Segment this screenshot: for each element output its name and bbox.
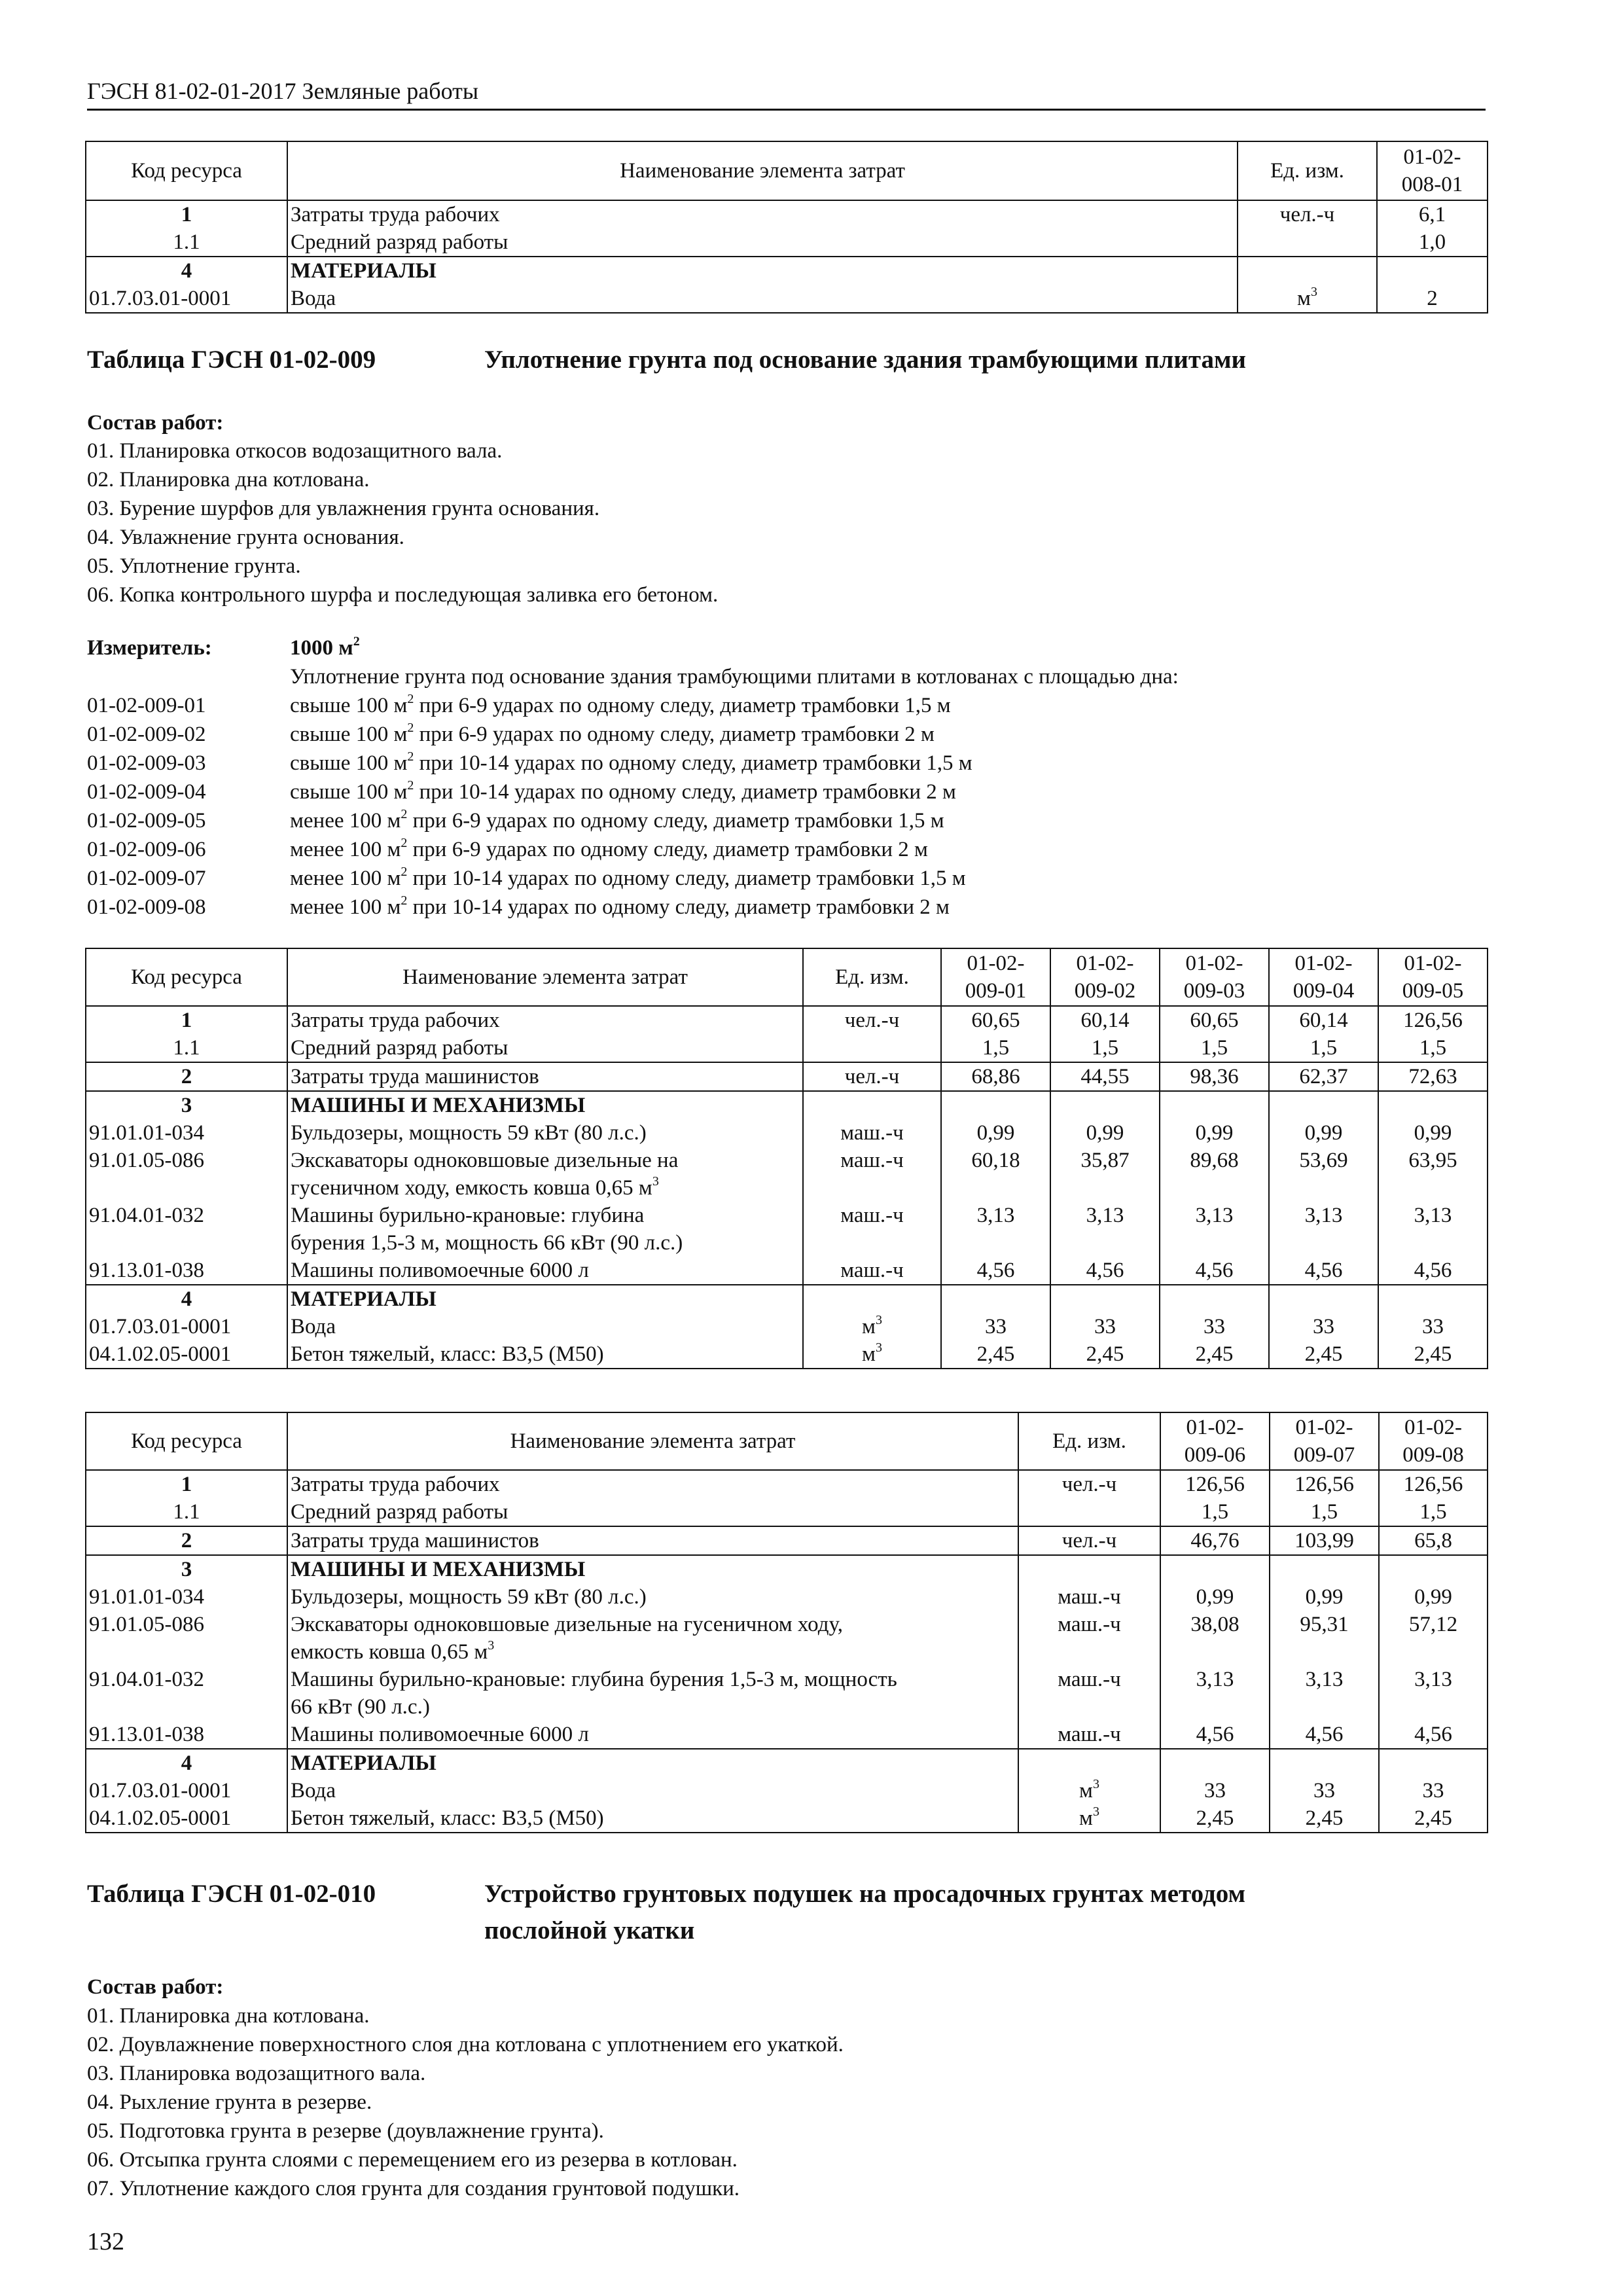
col-header-norm: 01-02- 009-02 — [1050, 948, 1160, 1006]
row-value: 2,45 — [1379, 1804, 1488, 1833]
row-code: 1 — [86, 1470, 287, 1498]
row-value: 1,5 — [1269, 1034, 1378, 1062]
col-header-norm: 01-02- 009-01 — [941, 948, 1050, 1006]
row-value: 53,69 — [1269, 1147, 1378, 1202]
col-header-name: Наименование элемента затрат — [287, 1412, 1018, 1470]
row-unit: $м^3$ — [1018, 1777, 1160, 1804]
row-value: 4,56 — [1378, 1257, 1488, 1285]
row-value: 4,56 — [1379, 1721, 1488, 1749]
table-row — [86, 1313, 1488, 1340]
row-unit: чел.-ч — [803, 1006, 941, 1034]
row-unit — [803, 1034, 941, 1062]
row-unit: маш.-ч — [803, 1202, 941, 1257]
col-header-code: Код ресурса — [86, 141, 287, 200]
list-item: 01-02-009-06 менее 100 $м^2$ при 6-9 ударах по одному следу, диаметр трамбовки 2 м — [87, 836, 928, 861]
row-value: 2,45 — [1270, 1804, 1379, 1833]
row-value: 126,56 — [1270, 1470, 1379, 1498]
list-item: 06. Отсыпка грунта слоями с перемещением его из резерва в котлован. — [87, 2148, 738, 2172]
list-item: 05. Подготовка грунта в резерве (доувлажнение грунта). — [87, 2119, 604, 2143]
row-value: 2,45 — [1378, 1340, 1488, 1369]
row-name: Бетон тяжелый, класс: В3,5 (М50) — [287, 1340, 803, 1369]
table-01-02-008-tail — [85, 141, 1488, 314]
page-number: 132 — [87, 2228, 124, 2255]
col-header-norm: 01-02- 009-03 — [1160, 948, 1269, 1006]
row-unit: $м^3$ — [803, 1340, 941, 1369]
row-value: 98,36 — [1160, 1062, 1269, 1091]
row-value: 4,56 — [941, 1257, 1050, 1285]
row-unit: чел.-ч — [1238, 200, 1377, 228]
row-value: 33 — [1379, 1777, 1488, 1804]
table-title-name: Уплотнение грунта под основание здания трамбующими плитами — [484, 346, 1247, 374]
row-name: Экскаваторы одноковшовые дизельные на гусеничном ходу, емкость ковша 0,65 $м^3$ — [287, 1147, 803, 1202]
table-01-02-009-a — [85, 948, 1488, 1369]
works-heading: Состав работ: — [87, 1975, 224, 1999]
row-value: 4,56 — [1160, 1721, 1270, 1749]
list-item: 02. Планировка дна котлована. — [87, 468, 370, 492]
row-value: 57,12 — [1379, 1611, 1488, 1666]
table-row — [86, 1147, 1488, 1202]
row-name: Средний разряд работы — [287, 228, 1238, 257]
row-unit: маш.-ч — [803, 1119, 941, 1147]
row-value: 0,99 — [1270, 1583, 1379, 1611]
row-unit: маш.-ч — [803, 1147, 941, 1202]
list-item: 01-02-009-01 свыше 100 $м^2$ при 6-9 ударах по одному следу, диаметр трамбовки 1,5 м — [87, 692, 951, 717]
table-row — [86, 1666, 1488, 1721]
row-value: 0,99 — [941, 1119, 1050, 1147]
list-item: 01-02-009-04 свыше 100 $м^2$ при 10-14 ударах по одному следу, диаметр трамбовки 2 м — [87, 778, 956, 804]
row-unit: маш.-ч — [1018, 1611, 1160, 1666]
row-value: 3,13 — [1050, 1202, 1160, 1257]
row-value: 4,56 — [1269, 1257, 1378, 1285]
row-unit: $м^3$ — [1238, 285, 1377, 313]
row-code: 01.7.03.01-0001 — [86, 1777, 287, 1804]
row-value: 44,55 — [1050, 1062, 1160, 1091]
row-value: 60,65 — [941, 1006, 1050, 1034]
col-header-norm: 01-02- 009-07 — [1270, 1412, 1379, 1470]
row-unit: маш.-ч — [1018, 1583, 1160, 1611]
row-value — [1160, 1749, 1270, 1777]
row-value — [1378, 1285, 1488, 1313]
row-value: 4,56 — [1270, 1721, 1379, 1749]
row-value: 4,56 — [1050, 1257, 1160, 1285]
table-row — [86, 1777, 1488, 1804]
row-value: 2,45 — [1160, 1804, 1270, 1833]
table-header-row — [86, 1412, 1488, 1470]
col-header-unit: Ед. изм. — [803, 948, 941, 1006]
table-row — [86, 285, 1488, 313]
table-row — [86, 257, 1488, 285]
row-value: 60,14 — [1269, 1006, 1378, 1034]
row-value — [1160, 1091, 1269, 1119]
meter-block — [87, 634, 1179, 922]
row-value: 3,13 — [1270, 1666, 1379, 1721]
table-title-name: Устройство грунтовых подушек на просадочных грунтах методом послойной укатки — [484, 1880, 1246, 1945]
table-header-row — [86, 948, 1488, 1006]
row-unit: маш.-ч — [1018, 1666, 1160, 1721]
table-01-02-009-b — [85, 1412, 1488, 1833]
row-value — [1160, 1285, 1269, 1313]
row-name: Экскаваторы одноковшовые дизельные на гусеничном ходу, емкость ковша 0,65 $м^3$ — [287, 1611, 1018, 1666]
row-code: 1.1 — [86, 1034, 287, 1062]
row-value: 0,99 — [1050, 1119, 1160, 1147]
row-name: Машины бурильно-крановые: глубина бурения 1,5-3 м, мощность 66 кВт (90 л.с.) — [287, 1666, 1018, 1721]
row-value: 0,99 — [1160, 1583, 1270, 1611]
row-name: Бульдозеры, мощность 59 кВт (80 л.с.) — [287, 1583, 1018, 1611]
row-value — [1269, 1091, 1378, 1119]
list-item: 01. Планировка дна котлована. — [87, 2004, 370, 2028]
row-code: 91.13.01-038 — [86, 1721, 287, 1749]
meter-value: 1000 $м^2$ — [290, 634, 360, 660]
row-unit — [1238, 228, 1377, 257]
row-value — [941, 1091, 1050, 1119]
list-item: 04. Рыхление грунта в резерве. — [87, 2090, 372, 2114]
row-value: 68,86 — [941, 1062, 1050, 1091]
list-item: 05. Уплотнение грунта. — [87, 554, 301, 578]
col-header-norm: 01-02- 009-08 — [1379, 1412, 1488, 1470]
col-header-norm: 01-02- 009-06 — [1160, 1412, 1270, 1470]
table-row — [86, 1498, 1488, 1526]
row-value: 1,5 — [1378, 1034, 1488, 1062]
row-value — [1379, 1555, 1488, 1583]
table-row — [86, 1470, 1488, 1498]
row-code: 1.1 — [86, 1498, 287, 1526]
row-value: 33 — [1160, 1777, 1270, 1804]
table-row — [86, 1583, 1488, 1611]
row-name: Затраты труда машинистов — [287, 1062, 803, 1091]
row-unit — [803, 1285, 941, 1313]
row-code: 91.01.01-034 — [86, 1583, 287, 1611]
row-name: МАШИНЫ И МЕХАНИЗМЫ — [287, 1091, 803, 1119]
table-row — [86, 1804, 1488, 1833]
row-value: 33 — [1269, 1313, 1378, 1340]
row-value: 65,8 — [1379, 1526, 1488, 1555]
row-value: 1,5 — [1160, 1034, 1269, 1062]
col-header-norm: 01-02- 008-01 — [1377, 141, 1488, 200]
row-code: 2 — [86, 1062, 287, 1091]
table-row — [86, 1257, 1488, 1285]
table-row — [86, 200, 1488, 228]
row-value: 33 — [1378, 1313, 1488, 1340]
row-unit: маш.-ч — [1018, 1721, 1160, 1749]
row-code: 1.1 — [86, 228, 287, 257]
row-value: 60,14 — [1050, 1006, 1160, 1034]
works-heading: Состав работ: — [87, 411, 224, 435]
table-row — [86, 1340, 1488, 1369]
row-unit: маш.-ч — [803, 1257, 941, 1285]
table-header-row — [86, 141, 1488, 200]
row-value: 3,13 — [1379, 1666, 1488, 1721]
row-value — [941, 1285, 1050, 1313]
row-name: МАТЕРИАЛЫ — [287, 1285, 803, 1313]
row-value: 2 — [1377, 285, 1488, 313]
row-name: Затраты труда машинистов — [287, 1526, 1018, 1555]
row-code: 01.7.03.01-0001 — [86, 285, 287, 313]
row-unit — [1018, 1749, 1160, 1777]
row-unit: $м^3$ — [803, 1313, 941, 1340]
row-value: 126,56 — [1160, 1470, 1270, 1498]
list-item: 04. Увлажнение грунта основания. — [87, 526, 404, 549]
row-value — [1379, 1749, 1488, 1777]
row-name: МАТЕРИАЛЫ — [287, 1749, 1018, 1777]
table-row — [86, 1034, 1488, 1062]
row-name: МАШИНЫ И МЕХАНИЗМЫ — [287, 1555, 1018, 1583]
row-code: 3 — [86, 1555, 287, 1583]
row-name: Вода — [287, 1313, 803, 1340]
meter-intro: Уплотнение грунта под основание здания трамбующими плитами в котлованах с площадью дна: — [290, 665, 1179, 689]
list-item: 03. Планировка водозащитного вала. — [87, 2062, 426, 2085]
row-code: 91.01.01-034 — [86, 1119, 287, 1147]
row-code: 04.1.02.05-0001 — [86, 1340, 287, 1369]
row-name: Средний разряд работы — [287, 1034, 803, 1062]
row-value: 33 — [1050, 1313, 1160, 1340]
row-value: 1,0 — [1377, 228, 1488, 257]
table-row — [86, 1555, 1488, 1583]
row-name: Затраты труда рабочих — [287, 1470, 1018, 1498]
row-value: 46,76 — [1160, 1526, 1270, 1555]
row-value: 103,99 — [1270, 1526, 1379, 1555]
row-name: Вода — [287, 285, 1238, 313]
list-item: 01-02-009-02 свыше 100 $м^2$ при 6-9 ударах по одному следу, диаметр трамбовки 2 м — [87, 721, 935, 746]
table-row — [86, 1091, 1488, 1119]
row-value: 0,99 — [1160, 1119, 1269, 1147]
table-title-code: Таблица ГЭСН 01-02-009 — [87, 346, 376, 374]
meter-label: Измеритель: — [87, 636, 212, 660]
row-value: 33 — [941, 1313, 1050, 1340]
row-value: 3,13 — [1160, 1202, 1269, 1257]
row-name: Бетон тяжелый, класс: В3,5 (М50) — [287, 1804, 1018, 1833]
table-row — [86, 1062, 1488, 1091]
row-name: Затраты труда рабочих — [287, 1006, 803, 1034]
table-row — [86, 228, 1488, 257]
row-code: 4 — [86, 1285, 287, 1313]
table-row — [86, 1611, 1488, 1666]
list-item: 03. Бурение шурфов для увлажнения грунта основания. — [87, 497, 600, 520]
row-value: 89,68 — [1160, 1147, 1269, 1202]
row-value: 3,13 — [941, 1202, 1050, 1257]
list-item: 01-02-009-08 менее 100 $м^2$ при 10-14 ударах по одному следу, диаметр трамбовки 2 м — [87, 893, 950, 919]
col-header-code: Код ресурса — [86, 1412, 287, 1470]
row-code: 91.04.01-032 — [86, 1202, 287, 1257]
row-name: Машины поливомоечные 6000 л — [287, 1257, 803, 1285]
list-item: 01-02-009-03 свыше 100 $м^2$ при 10-14 ударах по одному следу, диаметр трамбовки 1,5 м — [87, 749, 972, 775]
row-value: 95,31 — [1270, 1611, 1379, 1666]
works-list — [87, 437, 718, 609]
col-header-code: Код ресурса — [86, 948, 287, 1006]
row-value: 33 — [1160, 1313, 1269, 1340]
row-value — [1270, 1749, 1379, 1777]
row-value: 0,99 — [1379, 1583, 1488, 1611]
row-value: 35,87 — [1050, 1147, 1160, 1202]
row-code: 1 — [86, 1006, 287, 1034]
row-value — [1269, 1285, 1378, 1313]
row-value: 60,18 — [941, 1147, 1050, 1202]
row-value: 1,5 — [1379, 1498, 1488, 1526]
row-value: 62,37 — [1269, 1062, 1378, 1091]
row-value: 3,13 — [1160, 1666, 1270, 1721]
row-value: 126,56 — [1379, 1470, 1488, 1498]
row-value: 60,65 — [1160, 1006, 1269, 1034]
list-item: 06. Копка контрольного шурфа и последующая заливка его бетоном. — [87, 583, 719, 607]
row-name: Бульдозеры, мощность 59 кВт (80 л.с.) — [287, 1119, 803, 1147]
row-value: 3,13 — [1269, 1202, 1378, 1257]
row-name: Затраты труда рабочих — [287, 200, 1238, 228]
row-value: 38,08 — [1160, 1611, 1270, 1666]
table-body — [86, 1470, 1488, 1833]
col-header-norm: 01-02- 009-04 — [1269, 948, 1378, 1006]
col-header-unit: Ед. изм. — [1018, 1412, 1160, 1470]
row-value — [1050, 1285, 1160, 1313]
row-value — [1378, 1091, 1488, 1119]
row-name: Машины бурильно-крановые: глубина бурения 1,5-3 м, мощность 66 кВт (90 л.с.) — [287, 1202, 803, 1257]
row-code: 4 — [86, 257, 287, 285]
row-code: 91.01.05-086 — [86, 1611, 287, 1666]
row-value: 4,56 — [1160, 1257, 1269, 1285]
row-value: 33 — [1270, 1777, 1379, 1804]
list-item: 01. Планировка откосов водозащитного вала. — [87, 439, 503, 463]
row-value — [1377, 257, 1488, 285]
row-value: 1,5 — [1160, 1498, 1270, 1526]
row-code: 1 — [86, 200, 287, 228]
row-value: 1,5 — [1270, 1498, 1379, 1526]
row-unit: $м^3$ — [1018, 1804, 1160, 1833]
works-list — [87, 2001, 844, 2203]
row-code: 3 — [86, 1091, 287, 1119]
table-title-01-02-009 — [87, 342, 1466, 378]
row-code: 2 — [86, 1526, 287, 1555]
row-unit: чел.-ч — [1018, 1470, 1160, 1498]
running-header: ГЭСН 81-02-01-2017 Земляные работы — [87, 78, 479, 104]
list-item: 07. Уплотнение каждого слоя грунта для создания грунтовой подушки. — [87, 2177, 740, 2200]
col-header-name: Наименование элемента затрат — [287, 141, 1238, 200]
row-value — [1050, 1091, 1160, 1119]
row-code: 4 — [86, 1749, 287, 1777]
row-code: 91.04.01-032 — [86, 1666, 287, 1721]
table-title-code: Таблица ГЭСН 01-02-010 — [87, 1880, 376, 1908]
row-name: Вода — [287, 1777, 1018, 1804]
row-value — [1160, 1555, 1270, 1583]
list-item: 01-02-009-05 менее 100 $м^2$ при 6-9 ударах по одному следу, диаметр трамбовки 1,5 м — [87, 807, 944, 833]
row-unit — [803, 1091, 941, 1119]
table-row — [86, 1285, 1488, 1313]
row-value: 2,45 — [941, 1340, 1050, 1369]
row-value: 2,45 — [1050, 1340, 1160, 1369]
row-code: 91.13.01-038 — [86, 1257, 287, 1285]
row-name: МАТЕРИАЛЫ — [287, 257, 1238, 285]
row-value: 126,56 — [1378, 1006, 1488, 1034]
list-item: 02. Доувлажнение поверхностного слоя дна котлована с уплотнением его укаткой. — [87, 2033, 844, 2056]
col-header-unit: Ед. изм. — [1238, 141, 1377, 200]
row-name: Средний разряд работы — [287, 1498, 1018, 1526]
row-value: 63,95 — [1378, 1147, 1488, 1202]
table-title-01-02-010 — [87, 1876, 1466, 1949]
row-unit — [1018, 1555, 1160, 1583]
list-item: 01-02-009-07 менее 100 $м^2$ при 10-14 ударах по одному следу, диаметр трамбовки 1,5 м — [87, 865, 966, 890]
table-body — [86, 1006, 1488, 1369]
row-value: 2,45 — [1269, 1340, 1378, 1369]
row-value: 2,45 — [1160, 1340, 1269, 1369]
row-unit: чел.-ч — [1018, 1526, 1160, 1555]
row-code: 01.7.03.01-0001 — [86, 1313, 287, 1340]
row-name: Машины поливомоечные 6000 л — [287, 1721, 1018, 1749]
row-value: 1,5 — [1050, 1034, 1160, 1062]
table-row — [86, 1119, 1488, 1147]
table-row — [86, 1721, 1488, 1749]
row-value: 72,63 — [1378, 1062, 1488, 1091]
table-row — [86, 1526, 1488, 1555]
row-unit — [1018, 1498, 1160, 1526]
row-value: 6,1 — [1377, 200, 1488, 228]
row-code: 91.01.05-086 — [86, 1147, 287, 1202]
row-value: 1,5 — [941, 1034, 1050, 1062]
row-value: 0,99 — [1269, 1119, 1378, 1147]
row-value — [1270, 1555, 1379, 1583]
row-code: 04.1.02.05-0001 — [86, 1804, 287, 1833]
row-value: 0,99 — [1378, 1119, 1488, 1147]
row-unit — [1238, 257, 1377, 285]
table-row — [86, 1006, 1488, 1034]
table-row — [86, 1749, 1488, 1777]
col-header-name: Наименование элемента затрат — [287, 948, 803, 1006]
row-value: 3,13 — [1378, 1202, 1488, 1257]
table-row — [86, 1202, 1488, 1257]
header-rule — [87, 109, 1486, 111]
col-header-norm: 01-02- 009-05 — [1378, 948, 1488, 1006]
row-unit: чел.-ч — [803, 1062, 941, 1091]
